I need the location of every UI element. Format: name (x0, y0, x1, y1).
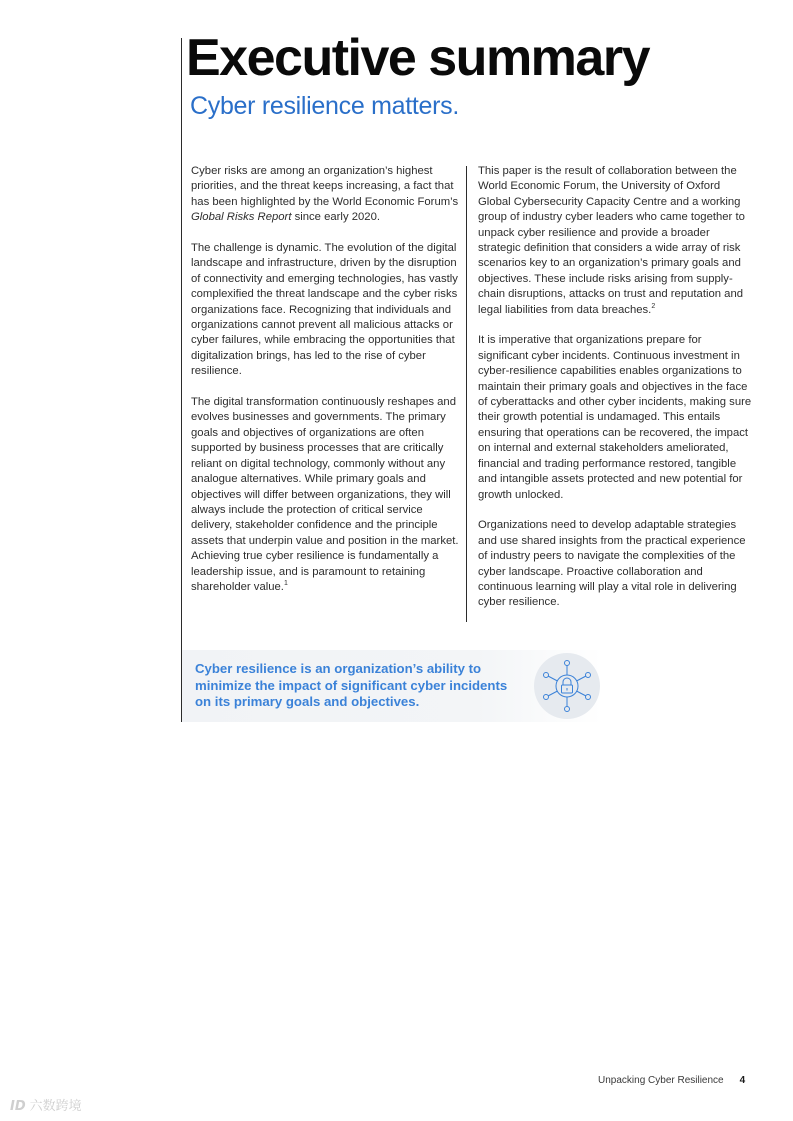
page-title: Executive summary (186, 29, 649, 87)
callout-text: Cyber resilience is an organization’s ability to minimize the impact of significant cyber incidents on its primary goals and objectives. (195, 661, 508, 709)
right-paragraph-1: This paper is the result of collaboration between the World Economic Forum, the University of Oxford Global Cybersecurity Capacity Centre and a working group of industry cyber leaders who came together to unpack cyber resilience and provide a broader strategic definition that considers a wide array of risk scenarios key to an organization’s primary goals and objectives. These include risks arising from supply-chain disruptions, attacks on trust and reputation and legal liabilities from data breaches.$^2$ (478, 165, 745, 316)
left-paragraph-1: Cyber risks are among an organization’s highest priorities, and the threat keeps increasing, a fact that has been highlighted by the World Economic Forum’s Global Risks Report since early 2020. (191, 165, 459, 224)
watermark (10, 1095, 82, 1114)
left-paragraph-2: The challenge is dynamic. The evolution of the digital landscape and infrastructure, driven by the disruption of connectivity and emerging technologies, has vastly complexified the threat landscape and the cyber risks organizations face. Recognizing that individuals and organizations cannot prevent all malicious attacks or cyber failures, while embracing the opportunities that digitalization brings, has led to the rise of cyber resilience. (191, 242, 458, 378)
footer-document-title: Unpacking Cyber Resilience (598, 1075, 724, 1086)
column-divider-rule (466, 166, 467, 622)
left-column (191, 164, 461, 611)
left-vertical-rule (181, 38, 182, 722)
footnote-ref-2[interactable]: 2 (651, 302, 656, 310)
right-paragraph-3: Organizations need to develop adaptable strategies and use shared insights from the practical experience of industry peers to navigate the complexities of the cyber landscape. Proactive collaboration and continuous learning will play a vital role in delivering cyber resilience. (478, 519, 746, 609)
definition-callout (182, 650, 602, 722)
footnote-ref-1[interactable]: 1 (283, 580, 288, 588)
watermark-text: 六数跨境 (29, 1099, 82, 1114)
page-number: 4 (739, 1075, 746, 1086)
report-title-italic: Global Risks Report (191, 211, 292, 224)
right-column (478, 164, 753, 626)
watermark-mark: ID (10, 1099, 26, 1114)
right-paragraph-2: It is imperative that organizations prepare for significant cyber incidents. Continuous investment in cyber-resilience capabilities enables organizations to maintain their primary goals and objectives in the face of cyberattacks and other cyber incidents, making sure their growth potential is undamaged. This entails ensuring that operations can be recovered, the impact on internal and external stakeholders ameliorated, financial and trading performance restored, tangible and intangible assets protected and new potential for growth unlocked. (478, 334, 752, 501)
page-footer (598, 1075, 745, 1086)
left-paragraph-3: The digital transformation continuously reshapes and evolves businesses and governments. The primary goals and objectives of organizations are often supported by business processes that are critically reliant on digital technology, commonly without any analogue alternatives. While primary goals and objectives will differ between organizations, they will always include the protection of critical service delivery, stakeholder confidence and the principle assets that underpin value and position in the market. Achieving true cyber resilience is fundamentally a leadership issue, and is paramount to retaining shareholder value.$^1$ (191, 396, 459, 593)
page-subtitle: Cyber resilience matters. (190, 92, 459, 120)
network-lock-icon (534, 653, 600, 719)
